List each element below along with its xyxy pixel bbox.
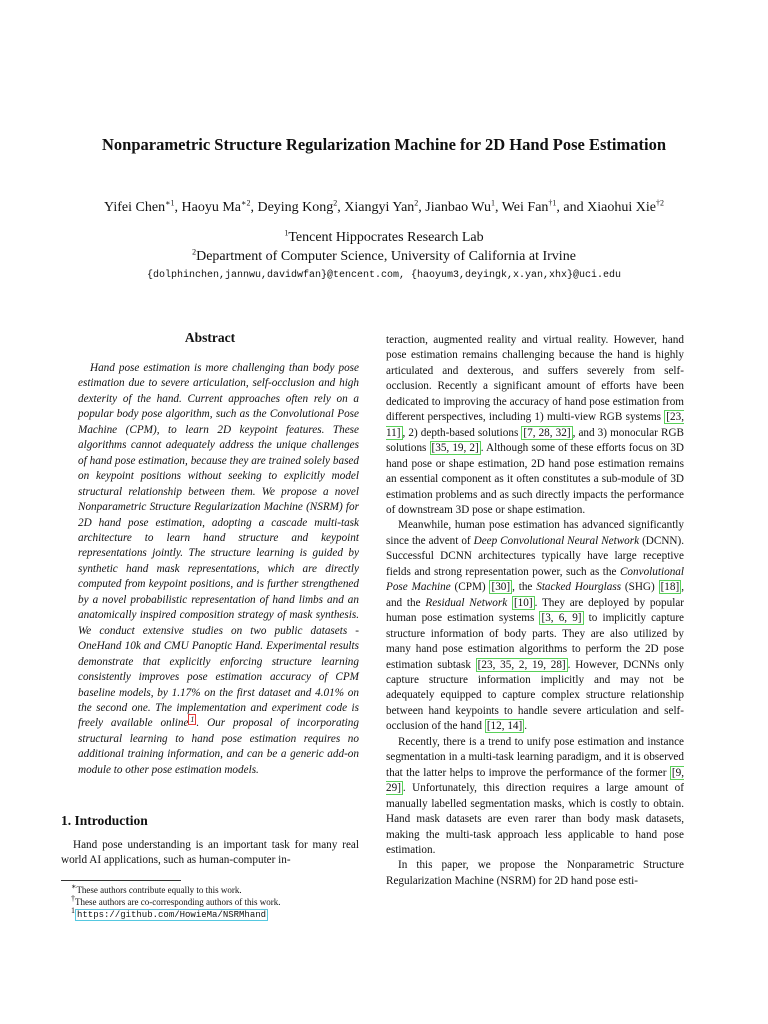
author: Yifei Chen$^{∗1}$ — [104, 198, 175, 215]
right-column — [386, 333, 684, 889]
author: Jianbao Wu$^1$ — [425, 198, 495, 215]
citation[interactable]: [10] — [513, 596, 533, 609]
paragraph: Recently, there is a trend to unify pose estimation and instance segmentation in a multi-task learning paradigm, and it is observed that the latter helps to improve the performance of the former [9, 29] . Unfortunately, this direction requires a large amount of manually labelled segmentation masks, which is costly to obtain. Hand mask datasets are even rarer than body mask datasets, making the multi-task approach less applicable to hand pose estimation. — [386, 735, 684, 856]
author: Xiaohui Xie$^{\dagger 2}$ — [587, 198, 664, 215]
author: Haoyu $Ma^{∗2}$ — [181, 198, 251, 215]
affiliation: $^1$Tencent Hippocrates Research Lab — [284, 228, 484, 245]
intro-paragraph: Hand pose understanding is an important task for many real world AI applications, such as human-computer in- — [61, 839, 359, 867]
paragraph: In this paper, we propose the Nonparametric Structure Regularization Machine (NSRM) for 2D hand pose esti- — [386, 859, 684, 887]
abstract-body: Hand pose estimation is more challenging than body pose estimation due to severe articulation, self-occlusion and high dexterity of the hand. Current approaches often rely on a popular body pose algorithm, such as the Convolutional Pose Machine (CPM), to learn 2D keypoint features. These algorithms cannot adequately address the unique challenges of hand pose estimation, because they are trained solely based on keypoint positions without seeking to explicitly model structural relationship between them. We propose a novel Nonparametric Structure Regularization Machine (NSRM) for 2D hand pose estimation, adopting a cascade multi-task architecture to learn hand structure and keypoint representations jointly. The structure learning is guided by synthetic hand mask representations, which are directly computed from keypoint positions, and is further strengthened by a novel probabilistic representation of hand limbs and an anatomically inspired composition strategy of mask synthesis. We conduct extensive studies on two public datasets - OneHand 10k and CMU Panoptic Hand. Experimental results demonstrate that explicitly enforcing structure learning consistently improves pose estimation accuracy of CPM baseline models, by 1.17% on the first dataset and 4.01% on the second one. The implementation and experiment code is freely available online $^1$ . Our proposal of incorporating structural learning to hand pose estimation requires no additional training information, and can be a generic add-on module to other pose estimation models. — [78, 362, 359, 776]
section-heading-introduction: 1. Introduction — [61, 813, 148, 828]
citation[interactable]: [9, 29] — [386, 766, 684, 795]
citation[interactable]: [30] — [491, 581, 511, 594]
footnote: †These authors are co-corresponding authors of this work. — [71, 894, 281, 907]
footnote-divider — [61, 880, 181, 881]
footnote-link[interactable]: 1 — [190, 714, 195, 724]
author: Deying Kong$^2$ — [257, 198, 338, 215]
author-list: Yifei Chen$^{∗1}$, Haoyu $Ma^{∗2}$, Deying Kong$^2$, Xiangyi Yan$^2$, Jianbao Wu$^1$, Wei Fan$^{\dagger 1}$, and Xiaohui Xie$^{\dagger 2}$ — [104, 198, 664, 215]
github-link[interactable]: https://github.com/HowieMa/NSRMhand — [77, 910, 267, 920]
footnote: $^1$ https://github.com/HowieMa/NSRMhand — [71, 906, 267, 920]
affiliation: $^2$Department of Computer Science, University of California at Irvine — [192, 247, 576, 264]
author: Xiangyi Yan$^2$ — [344, 198, 419, 215]
citation[interactable]: [35, 19, 2] — [431, 442, 479, 455]
paragraph: teraction, augmented reality and virtual reality. However, hand pose estimation remains challenging because the hand is highly articulated and dexterous, and suffers severely from self-occlusion. Recently a significant amount of efforts have been dedicated to improving the accuracy of hand pose estimation from different perspectives, including 1) multi-view RGB systems [23, 11] , 2) depth-based solutions [7, 28, 32] , and 3) monocular RGB solutions [35, 19, 2] . Although some of these efforts focus on 3D hand pose or shape estimation, 2D hand pose estimation remains an essential component as it often constitutes a sub-module of 3D estimation problems and as such directly impacts the performance of downstream 3D pose or shape estimation. — [386, 334, 684, 516]
citation[interactable]: [18] — [660, 581, 680, 594]
citation[interactable]: [23, 11] — [386, 411, 684, 439]
citation[interactable]: [23, 35, 2, 19, 28] — [477, 658, 566, 671]
citation[interactable]: [3, 6, 9] — [541, 612, 582, 625]
author: Wei Fan$^{\dagger 1}$ — [501, 198, 557, 215]
citation[interactable]: [7, 28, 32] — [523, 426, 571, 439]
author-emails: {dolphinchen,jannwu,davidwfan}@tencent.com, {haoyum3,deyingk,x.yan,xhx}@uci.edu — [146, 270, 622, 281]
footnotes — [61, 884, 359, 921]
footnote: ∗These authors contribute equally to this work. — [71, 882, 242, 895]
citation[interactable]: [12, 14] — [486, 720, 523, 733]
author-conjunction: and — [563, 200, 584, 215]
paper-title: Nonparametric Structure Regularization Machine for 2D Hand Pose Estimation — [102, 135, 666, 154]
abstract-heading: Abstract — [184, 330, 236, 345]
paragraph: Meanwhile, human pose estimation has advanced significantly since the advent of Deep Convolutional Neural Network (DCNN). Successful DCNN architectures typically have large receptive fields and strong representation power, such as the Convolutional Pose Machine (CPM) [30] , the Stacked Hourglass (SHG) [18] , and the Residual Network [10] . They are deployed by popular human pose estimation systems [3, 6, 9] to implicitly capture structure information of body parts. They are also utilized by many hand pose estimation algorithms to perform the 2D pose estimation subtask [23, 35, 2, 19, 28] . However, DCNNs only capture structure information implicitly and may not be adequately equipped to capture complex structure relationship between hand keypoints to handle severe articulation and self-occlusion of the hand [12, 14] . — [386, 519, 685, 733]
